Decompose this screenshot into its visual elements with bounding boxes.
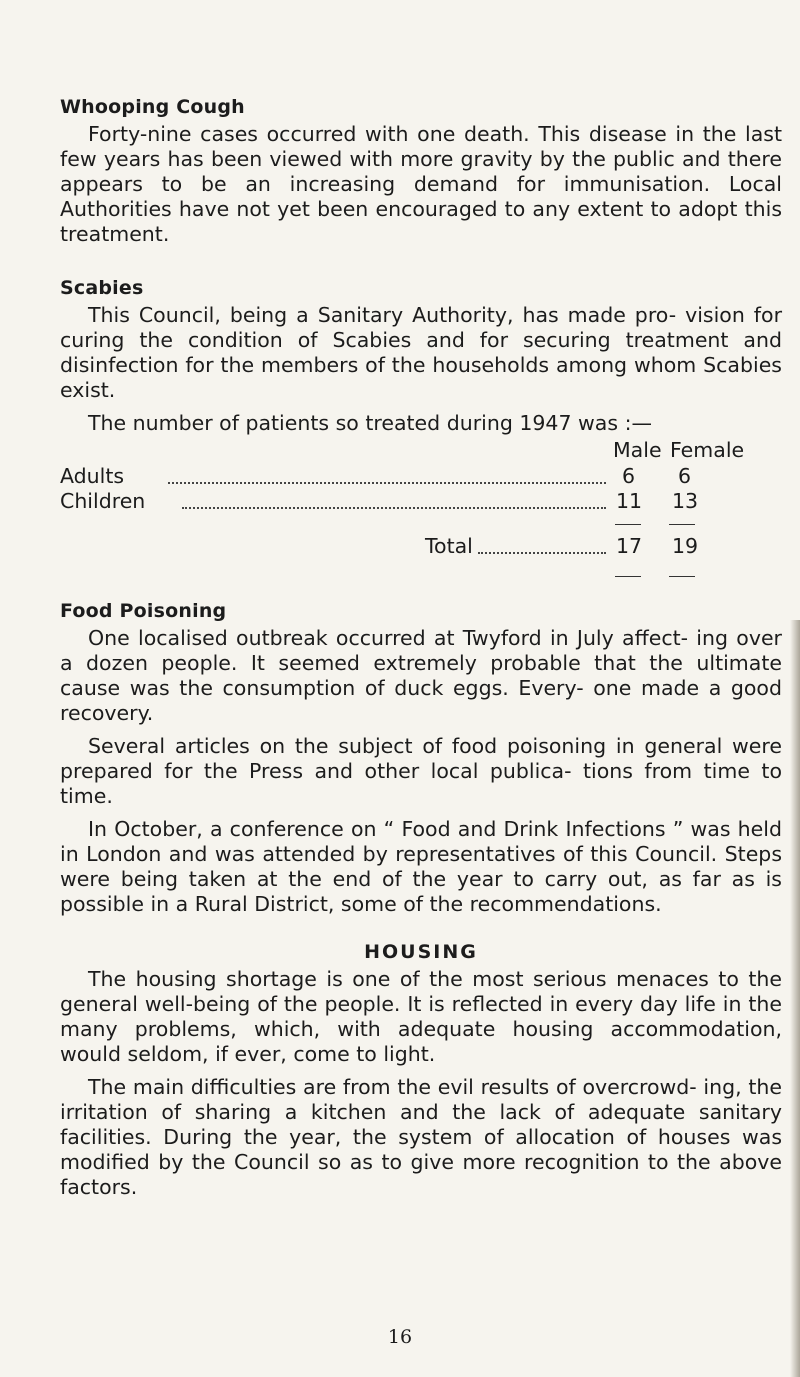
male-rule bbox=[615, 524, 641, 525]
adults-male-value: 6 bbox=[622, 464, 636, 488]
food-poisoning-paragraph-3: In October, a conference on “ Food and Drink Infections ” was held in London and was attended by representatives of this Council. Steps were being taken at the end of the year to carry out, as far as is possible in a Rural District, some of the recommendations. bbox=[60, 817, 782, 916]
housing-paragraph-2: The main difficulties are from the evil results of overcrowd- ing, the irritation of sharing a kitchen and the lack of adequate sanitary facilities. During the year, the system of allocation of houses was modified by the Council so as to give more recognition to the above factors. bbox=[60, 1075, 782, 1199]
whooping-cough-heading: Whooping Cough bbox=[60, 96, 245, 118]
total-male-value: 17 bbox=[616, 534, 643, 558]
food-poisoning-paragraph-1: One localised outbreak occurred at Twyford in July affect- ing over a dozen people. It seemed extremely probable that the ultimate cause was the consumption of duck eggs. Every- one made a good recovery. bbox=[60, 626, 782, 725]
scabies-table bbox=[60, 438, 760, 558]
col-header-female: Female bbox=[670, 438, 745, 462]
leader-dots bbox=[168, 482, 606, 484]
food-poisoning-section bbox=[60, 600, 782, 917]
housing-section bbox=[60, 941, 782, 1200]
housing-paragraph-1: The housing shortage is one of the most serious menaces to the general well-being of the people. It is reflected in every day life in the many problems, which, with adequate housing accommodation, would seldom, if ever, come to light. bbox=[60, 967, 782, 1066]
row-label-adults: Adults bbox=[60, 464, 125, 488]
children-male-value: 11 bbox=[616, 489, 643, 513]
children-female-value: 13 bbox=[672, 489, 699, 513]
total-underline-row bbox=[60, 576, 782, 586]
whooping-cough-section bbox=[60, 96, 782, 247]
adults-female-value: 6 bbox=[678, 464, 692, 488]
housing-heading: HOUSING bbox=[364, 941, 478, 963]
whooping-cough-paragraph: Forty-nine cases occurred with one death. This disease in the last few years has been viewed with more gravity by the public and there appears to be an increasing demand for immunisation. Local Authorities have not yet been encouraged to any extent to adopt this treatment. bbox=[60, 122, 782, 246]
scabies-heading: Scabies bbox=[60, 277, 144, 299]
total-female-value: 19 bbox=[672, 534, 699, 558]
male-total-rule bbox=[615, 576, 641, 577]
scabies-section bbox=[60, 277, 782, 586]
scabies-paragraph: This Council, being a Sanitary Authority, has made pro- vision for curing the condition of Scabies and for securing treatment and disinfection for the members of the households among whom Scabies exist. bbox=[60, 303, 782, 402]
leader-dots bbox=[478, 552, 606, 554]
female-total-rule bbox=[669, 576, 695, 577]
scabies-intro: The number of patients so treated during 1947 was :— bbox=[88, 411, 652, 435]
page-number: 16 bbox=[387, 1326, 413, 1348]
food-poisoning-heading: Food Poisoning bbox=[60, 600, 227, 622]
total-label: Total bbox=[425, 534, 473, 558]
page-edge-shadow bbox=[790, 620, 800, 1377]
female-rule bbox=[669, 524, 695, 525]
row-label-children: Children bbox=[60, 489, 146, 513]
food-poisoning-paragraph-2: Several articles on the subject of food poisoning in general were prepared for the Press and other local publica- tions from time to time. bbox=[60, 734, 782, 808]
leader-dots bbox=[182, 507, 606, 509]
col-header-male: Male bbox=[613, 438, 662, 462]
document-page bbox=[60, 96, 782, 1230]
